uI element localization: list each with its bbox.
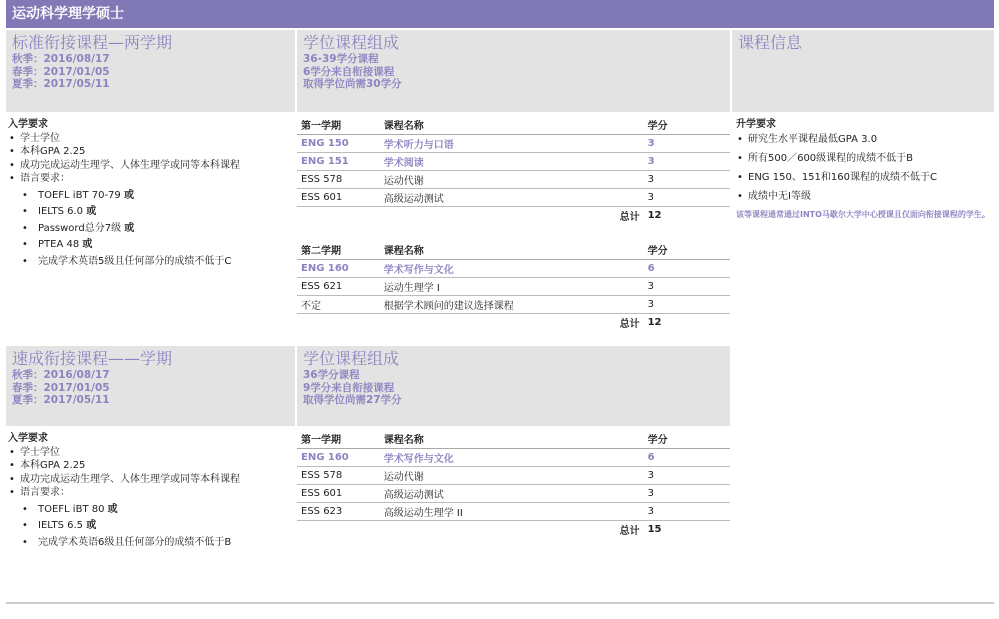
lang-item: • TOEFL iBT 70-79 或 (8, 189, 293, 203)
lang-item: • TOEFL iBT 80 或 (8, 503, 293, 517)
table-row: ESS 578 运动代谢 3 (297, 171, 730, 189)
table-row: ENG 160 学术写作与文化 6 (297, 449, 730, 467)
table-row: ENG 160 学术写作与文化 6 (297, 260, 730, 278)
table-row: ENG 150 学术听力与口语 3 (297, 135, 730, 153)
total-row: 总计 12 (619, 316, 662, 330)
table-row: ESS 601 高级运动测试 3 (297, 189, 730, 207)
req-item: • 本科GPA 2.25 (8, 459, 293, 473)
lang-item: • 完成学术英语5级且任何部分的成绩不低于C (8, 255, 293, 269)
info-band (732, 30, 994, 112)
program2-date-spring: 春季：2017/01/05 (12, 381, 110, 394)
program2-degree-line: 9学分来自衔接课程 (303, 381, 395, 394)
total-row: 总计 12 (619, 209, 662, 223)
program1-degree-line: 取得学位尚需30学分 (303, 78, 402, 90)
footer-divider (6, 602, 994, 604)
program1-req-title: 入学要求 (8, 119, 48, 130)
program2-degree-line: 取得学位尚需27学分 (303, 394, 402, 406)
program2-degree-band (297, 346, 730, 426)
program1-degree-line: 6学分来自衔接课程 (303, 65, 395, 78)
program1-title-band (6, 30, 295, 112)
progression-item: • 研究生水平课程最低GPA 3.0 (736, 133, 992, 146)
program2-date-summer: 夏季：2017/05/11 (12, 394, 110, 406)
req-item: • 语言要求： (8, 486, 293, 500)
program2-semester1-table (297, 429, 730, 537)
table-row: 不定 根据学术顾问的建议选择课程 3 (297, 296, 730, 314)
program1-semester2-table (297, 240, 730, 330)
req-item: • 学士学位 (8, 446, 293, 460)
req-item: • 成功完成运动生理学、人体生理学或同等本科课程 (8, 159, 293, 173)
table-row: ENG 151 学术阅读 3 (297, 153, 730, 171)
program1-degree-line: 36-39学分课程 (303, 53, 379, 65)
program2-title: 速成衔接课程——学期 (12, 349, 173, 368)
req-item: • 学士学位 (8, 132, 293, 146)
program1-title: 标准衔接课程—两学期 (12, 33, 173, 52)
program1-degree-band (297, 30, 730, 112)
lang-item: • IELTS 6.0 或 (8, 205, 293, 219)
program2-date-autumn: 秋季：2016/08/17 (12, 369, 110, 381)
info-title: 课程信息 (738, 33, 803, 52)
table-row: ESS 623 高级运动生理学 II 3 (297, 503, 730, 521)
document-title: 运动科学理学硕士 (12, 6, 124, 22)
req-item: • 语言要求： (8, 172, 293, 186)
table-header-row (297, 429, 730, 449)
table-row: ESS 621 运动生理学 I 3 (297, 278, 730, 296)
col-semester: 第二学期 (297, 240, 380, 260)
program2-title-band (6, 346, 295, 426)
progression-info (736, 118, 992, 220)
col-credits: 学分 (644, 429, 730, 449)
col-semester: 第一学期 (297, 429, 380, 449)
lang-item: • IELTS 6.5 或 (8, 519, 293, 533)
col-course-name: 课程名称 (380, 115, 644, 135)
progression-item: • 所有500／600级课程的成绩不低于B (736, 152, 992, 165)
table-row: ESS 601 高级运动测试 3 (297, 485, 730, 503)
document-header (6, 0, 994, 28)
col-course-name: 课程名称 (380, 240, 644, 260)
program1-degree-title: 学位课程组成 (303, 33, 400, 52)
col-semester: 第一学期 (297, 115, 380, 135)
col-course-name: 课程名称 (380, 429, 644, 449)
program2-degree-line: 36学分课程 (303, 369, 360, 381)
req-item: • 本科GPA 2.25 (8, 145, 293, 159)
program2-degree-title: 学位课程组成 (303, 349, 400, 368)
table-header-row (297, 240, 730, 260)
progression-item: • 成绩中无I等级 (736, 190, 992, 203)
table-row: ESS 578 运动代谢 3 (297, 467, 730, 485)
lang-item: • 完成学术英语6级且任何部分的成绩不低于B (8, 536, 293, 550)
progression-note: 该等课程通常通过INTO马歇尔大学中心授课且仅面向衔接课程的学生。 (736, 210, 990, 219)
program1-semester1-table (297, 115, 730, 223)
program2-requirements (8, 432, 293, 549)
program1-date-autumn: 秋季：2016/08/17 (12, 53, 110, 65)
lang-item: • Password总分7级 或 (8, 222, 293, 236)
col-credits: 学分 (644, 240, 730, 260)
lang-item: • PTEA 48 或 (8, 238, 293, 252)
progression-title: 升学要求 (736, 119, 776, 130)
progression-item: • ENG 150、151和160课程的成绩不低于C (736, 171, 992, 184)
program2-req-title: 入学要求 (8, 433, 48, 444)
program1-date-spring: 春季：2017/01/05 (12, 65, 110, 78)
col-credits: 学分 (644, 115, 730, 135)
program1-requirements (8, 118, 293, 268)
table-header-row (297, 115, 730, 135)
program1-date-summer: 夏季：2017/05/11 (12, 78, 110, 90)
total-row: 总计 15 (619, 523, 662, 537)
req-item: • 成功完成运动生理学、人体生理学或同等本科课程 (8, 473, 293, 487)
